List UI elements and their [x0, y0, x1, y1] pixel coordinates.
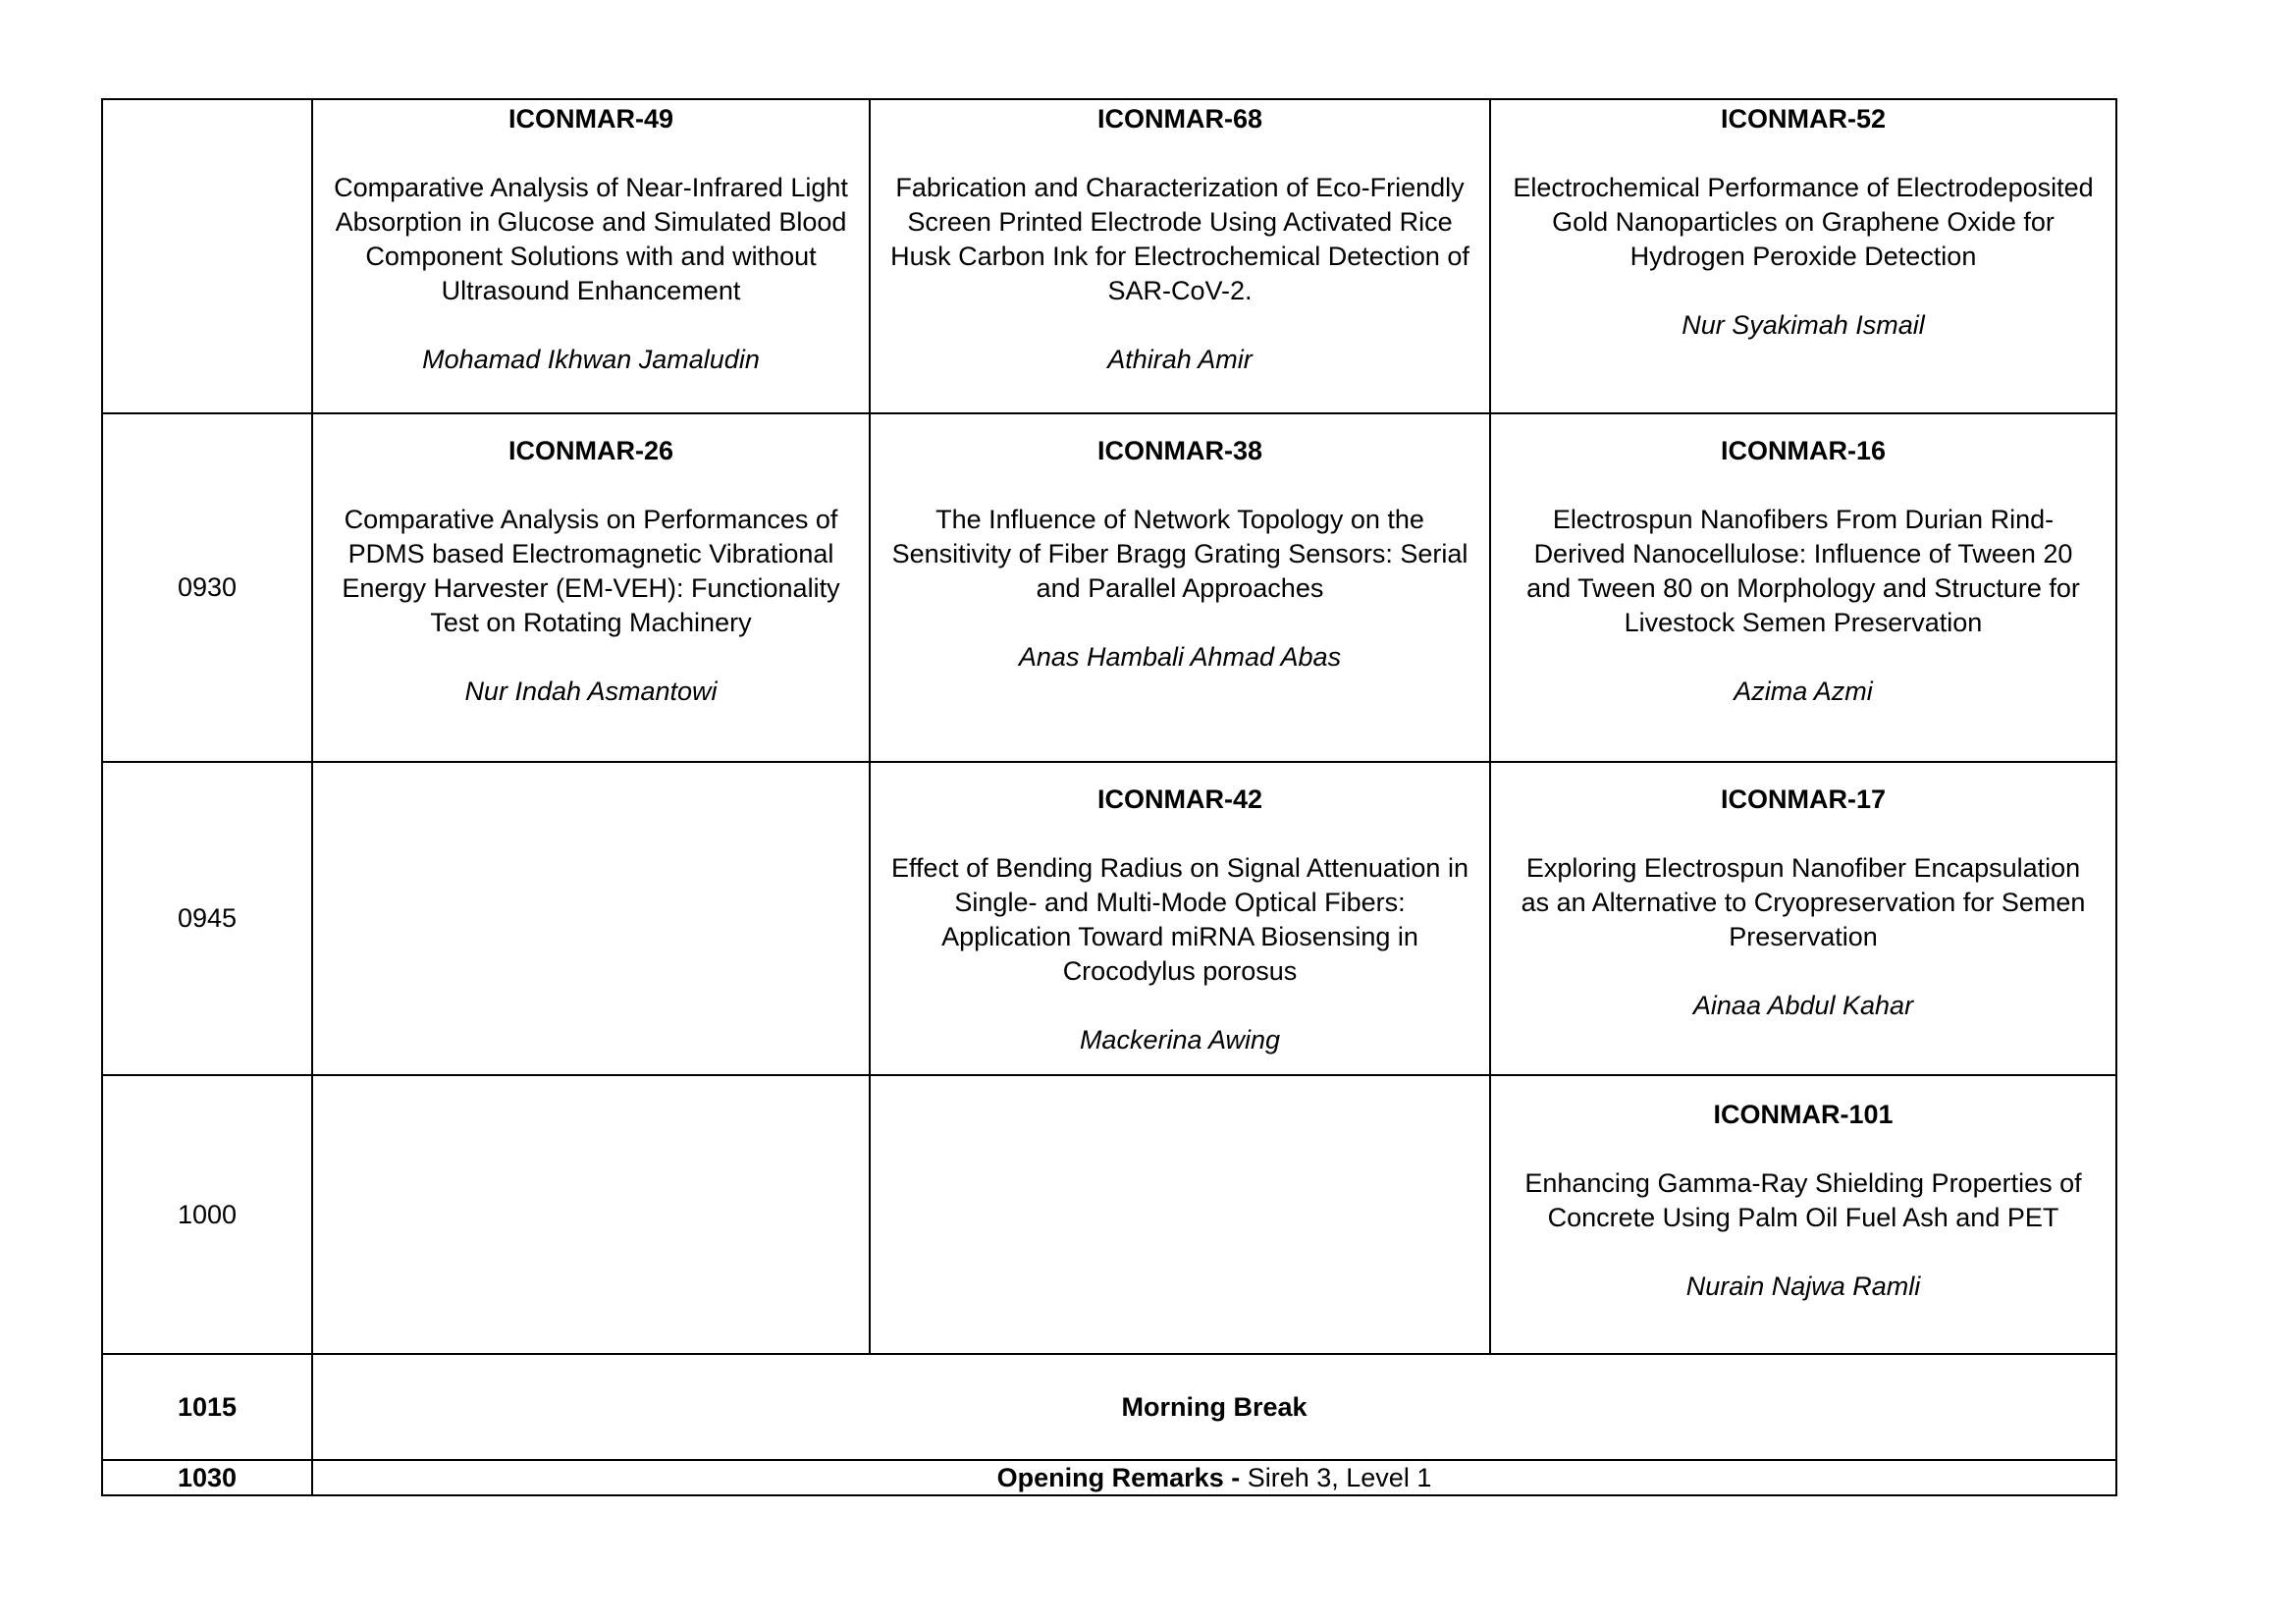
break-label: Morning Break [1121, 1391, 1308, 1422]
opening-time: 1030 [177, 1463, 238, 1492]
time-cell [102, 413, 312, 762]
paper-code: ICONMAR-42 [1096, 784, 1262, 814]
session-cell [1490, 413, 2116, 762]
session-cell [1490, 1075, 2116, 1354]
opening-separator: - [1223, 1463, 1248, 1492]
paper-author: Mohamad Ikhwan Jamaludin [422, 345, 760, 374]
opening-location: Sireh 3, Level 1 [1247, 1463, 1432, 1492]
paper-author: Anas Hambali Ahmad Abas [1018, 642, 1342, 672]
paper-title: Comparative Analysis on Performances of PDMS based Electromagnetic Vibrational Energy Harvester (EM-VEH): Functionality Test on Rotating Machinery [342, 505, 840, 637]
session-cell [1490, 99, 2116, 413]
paper-author: Mackerina Awing [1079, 1025, 1281, 1055]
session-cell [870, 413, 1490, 762]
paper-author: Athirah Amir [1107, 345, 1253, 374]
session-cell [1490, 762, 2116, 1075]
time-cell [102, 1075, 312, 1354]
schedule-row [102, 413, 2116, 762]
paper-author: Nur Syakimah Ismail [1682, 310, 1925, 340]
paper-author: Azima Azmi [1734, 676, 1873, 706]
paper-code: ICONMAR-26 [507, 436, 673, 465]
schedule-table [101, 98, 2117, 1496]
paper-author: Nurain Najwa Ramli [1685, 1271, 1921, 1301]
time-cell [102, 99, 312, 413]
paper-code: ICONMAR-52 [1720, 104, 1886, 134]
session-cell [870, 99, 1490, 413]
paper-code: ICONMAR-38 [1096, 436, 1262, 465]
time-label: 0945 [177, 903, 238, 933]
paper-title: Comparative Analysis of Near-Infrared Light Absorption in Glucose and Simulated Blood Component Solutions with and without Ultrasound Enhancement [334, 173, 848, 305]
paper-author: Ainaa Abdul Kahar [1692, 991, 1914, 1020]
paper-code: ICONMAR-16 [1720, 436, 1886, 465]
paper-code: ICONMAR-17 [1720, 784, 1886, 814]
paper-code: ICONMAR-68 [1096, 104, 1262, 134]
schedule-row [102, 762, 2116, 1075]
break-label-cell [312, 1354, 2116, 1460]
time-label: 0930 [177, 572, 238, 602]
session-cell [870, 762, 1490, 1075]
paper-author: Nur Indah Asmantowi [464, 676, 718, 706]
empty-session-cell [312, 1075, 870, 1354]
opening-label-cell [312, 1460, 2116, 1495]
paper-code: ICONMAR-101 [1713, 1100, 1894, 1129]
paper-title: Effect of Bending Radius on Signal Attenuation in Single- and Multi-Mode Optical Fibers: Application Toward miRNA Biosensing in Crocodylus porosus [891, 853, 1468, 986]
paper-title: Exploring Electrospun Nanofiber Encapsulation as an Alternative to Cryopreservation for Semen Preservation [1521, 853, 2086, 951]
paper-title: Fabrication and Characterization of Eco-Friendly Screen Printed Electrode Using Activated Rice Husk Carbon Ink for Electrochemical Detection of SAR-CoV-2. [890, 173, 1469, 305]
paper-title: Electrochemical Performance of Electrodeposited Gold Nanoparticles on Graphene Oxide for Hydrogen Peroxide Detection [1513, 173, 2094, 271]
paper-title: Electrospun Nanofibers From Durian Rind-Derived Nanocellulose: Influence of Tween 20 and Tween 80 on Morphology and Structure for Livestock Semen Preservation [1526, 505, 2080, 637]
session-cell [312, 99, 870, 413]
opening-time-cell [102, 1460, 312, 1495]
break-time: 1015 [177, 1391, 238, 1422]
paper-title: Enhancing Gamma-Ray Shielding Properties of Concrete Using Palm Oil Fuel Ash and PET [1524, 1168, 2082, 1232]
empty-session-cell [312, 762, 870, 1075]
schedule-row [102, 99, 2116, 413]
paper-title: The Influence of Network Topology on the Sensitivity of Fiber Bragg Grating Sensors: Serial and Parallel Approaches [891, 505, 1468, 603]
time-label: 1000 [177, 1199, 238, 1229]
session-cell [312, 413, 870, 762]
time-cell [102, 762, 312, 1075]
opening-label: Opening Remarks [996, 1463, 1224, 1492]
schedule-row [102, 1075, 2116, 1354]
paper-code: ICONMAR-49 [507, 104, 673, 134]
break-row [102, 1354, 2116, 1460]
break-time-cell [102, 1354, 312, 1460]
empty-session-cell [870, 1075, 1490, 1354]
opening-row [102, 1460, 2116, 1495]
